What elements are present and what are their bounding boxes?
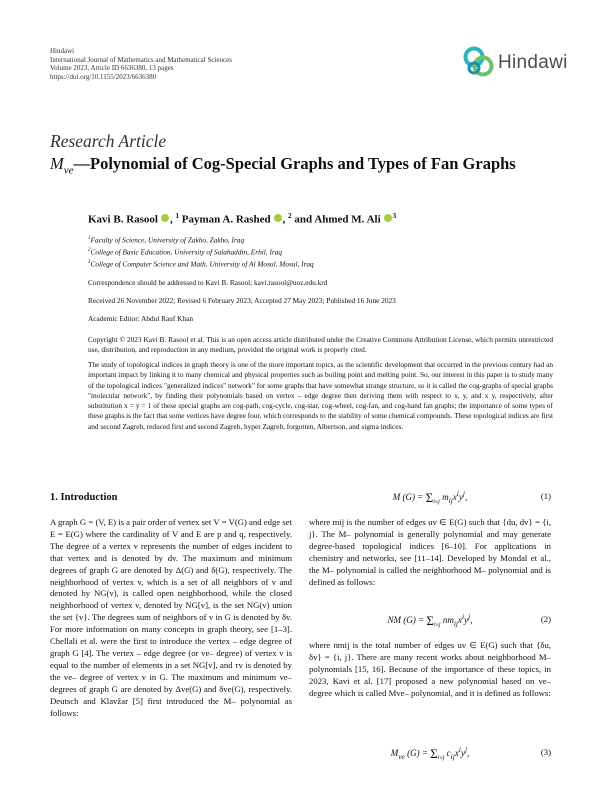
intro-right-paragraph-1: where mij is the number of edges uv ∈ E(G) such that {du, dv} = {i, j}. The M– polynomial is generally polynomial and may generate degree-based topological indices [6–10]. For applications in chemistry and networks, see [11–14]. Developed by Mondal et al., the M– polynomial is called the neighborhood M– polynomial and is defined as follows: <box>309 517 551 587</box>
equation-1 <box>309 487 551 509</box>
publisher-name: Hindawi <box>50 47 75 55</box>
abstract: The study of topological indices in graph theory is one of the more important topics, as the scientific development that occurred in the previous century had an important impact by linking it to many chemical and physical properties such as boiling point and melting point. So, our interest in this paper is to study many of the topological indices "generalized indices" network" for some graphs that have somewhat strange structure, so it is called the cog-graphs of special graphs "molecular network", by finding their polynomials based on vertex – edge degree then deriving them with respect to x, y, and x y, respectively, after substitution x = y = 1 of these special graphs are cog-path, cog-cycle, cog-star, cog-wheel, cog-fan, and cog-hand fan graphs; the importance of some types of these graphs is the fact that some vertices have degree four, which corresponds to the stability of some chemical compounds. These topological indices are first and second Zagreb, reduced first and second Zagreb, hyper Zagreb, forgotten, Albertson, and sigma indices. <box>88 360 553 431</box>
author-affiliation-mark: 3 <box>392 212 397 220</box>
article-title <box>50 154 516 176</box>
author-name: Ahmed M. Ali <box>314 213 381 226</box>
equation-body: $M_{ve}$ $(G) = \Sigma_{i\le j}$ $c_{ij}x^iy^j$, <box>390 745 470 761</box>
journal-name: International Journal of Mathematics and Mathematical Sciences <box>50 55 232 64</box>
equation-number: (2) <box>540 614 551 624</box>
correspondence: Correspondence should be addressed to Kavi B. Rasool; kavi.rasool@uoz.edu.krd <box>88 278 328 287</box>
intro-right-paragraph-2: where nmij is the total number of edges uv ∈ E(G) such that {δu, δv} = {i, j}. There are many recent works about neighborhood M– polynomials [15, 16]. Because of the importance of these topics, in 2023, Kavi et al. [17] proposed a new polynomial based on ve– degree which is called Mve– polynomial, and it is defined as follows: <box>309 640 551 698</box>
article-type: Research Article <box>50 131 167 151</box>
author-name: Kavi B. Rasool <box>88 213 158 226</box>
hindawi-logo <box>462 46 568 80</box>
affiliation-item: $^3$College of Computer Science and Math, University of Al Mosul, Mosul, Iraq <box>88 259 314 269</box>
title-text: —Polynomial of Cog-Special Graphs and Types of Fan Graphs <box>73 154 516 173</box>
hindawi-logo-text: Hindawi <box>498 52 568 73</box>
affiliations <box>88 234 314 270</box>
equation-2 <box>309 610 551 632</box>
orcid-icon[interactable] <box>384 214 392 222</box>
orcid-icon[interactable] <box>161 214 169 222</box>
author-affiliation-mark: 2 <box>288 212 292 220</box>
sum-symbol: Σ <box>426 613 434 628</box>
author-affiliation-mark: 1 <box>175 212 179 220</box>
equation-number: (3) <box>540 747 551 757</box>
copyright-notice: Copyright © 2023 Kavi B. Rasool et al. This is an open access article distributed under the Creative Commons Attribution License, which permits unrestricted use, distribution, and reproduction in any medium, provided the original work is properly cited. <box>88 335 553 355</box>
doi-link[interactable]: https://doi.org/10.1155/2023/6636380 <box>50 72 157 81</box>
academic-editor: Academic Editor: Abdul Rauf Khan <box>88 314 193 323</box>
orcid-icon[interactable] <box>274 214 282 222</box>
section-heading: 1. Introduction <box>50 492 118 503</box>
affiliation-item: $^1$Faculty of Science, University of Zakho, Zakho, Iraq <box>88 235 245 245</box>
sum-index: i≤j <box>437 754 445 761</box>
sum-symbol: Σ <box>430 746 438 761</box>
publication-dates: Received 26 November 2022; Revised 6 February 2023; Accepted 27 May 2023; Published 16 June 2023 <box>88 296 396 305</box>
equation-3 <box>309 743 551 765</box>
volume-info: Volume 2023, Article ID 6636380, 13 pages <box>50 64 174 73</box>
title-symbol: $M_{ve}$ <box>50 154 74 177</box>
affiliation-item: $^2$College of Basic Education, University of Salahaddin, Erbil, Iraq <box>88 247 283 257</box>
equation-body: NM $(G) = \Sigma_{i\le j}$ $nm_{ij}x^iy^j$, <box>387 612 473 628</box>
author-name: Payman A. Rashed <box>181 213 271 226</box>
journal-header <box>50 47 232 81</box>
sum-index: i≤j <box>433 498 440 505</box>
author-list: Kavi B. Rasool , $^1$ Payman A. Rashed , $^2$ and Ahmed M. Ali $^3$ <box>88 212 397 226</box>
sum-index: i≤j <box>433 621 441 628</box>
hindawi-logo-icon <box>462 46 496 80</box>
equation-number: (1) <box>540 491 551 501</box>
sum-symbol: Σ <box>425 490 434 505</box>
equation-body: M $(G) = \Sigma_{i\le j}$ $m_{ij}x^iy^j$, <box>392 489 468 505</box>
intro-left-column: A graph G = (V, E) is a pair order of vertex set V = V(G) and edge set E = E(G) where the cardinality of V and E are p and q, respectively. The degree of a vertex v represents the number of edges incident to that vertex and is denoted by dv. The maximum and minimum degrees of graph G are denoted by Δ(G) and δ(G), respectively. The neighborhood of vertex v, which is a set of all neighbors of v and denoted by NG(v), is called open neighborhood, while the closed neighborhood of vertex v, denoted by NG[v], is the set NG(v) union the set {v}. The degrees sum of neighbors of v in G is denoted by δv. For more information on many concepts in graph theory, see [1–3]. Chellali et al. were the first to introduce the vertex – edge degree of graph G [4]. The vertex – edge degree (or ve– degree) of vertex v is equal to the number of elements in a set NG[v], and τv is denoted by the ve– degree of vertex v in G. The maximum and minimum ve– degrees of graph G are denoted by Δve(G) and δve(G), respectively. Deutsch and Klavžar [5] first introduced the M– polynomial as follows: <box>50 517 292 718</box>
